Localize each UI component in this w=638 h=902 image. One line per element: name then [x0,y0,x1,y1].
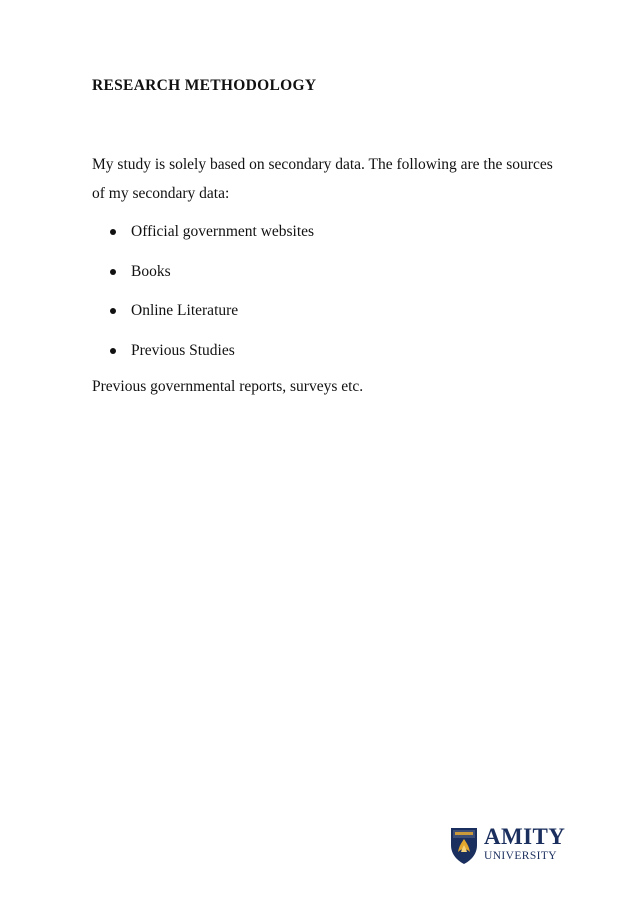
amity-university-logo [449,825,565,867]
section-heading: RESEARCH METHODOLOGY [92,77,317,94]
logo-subtitle: UNIVERSITY [484,850,557,862]
list-item [92,299,314,339]
amity-shield-icon [449,825,479,865]
list-item-label: Books [131,262,171,280]
list-item [92,220,314,260]
list-item-label: Official government websites [131,223,315,240]
list-item [92,339,314,379]
sources-list [92,220,314,378]
bullet-icon [110,348,116,354]
logo-wordmark: AMITY [484,824,566,849]
list-item [92,260,314,300]
list-item-label: Online Literature [131,302,239,319]
closing-paragraph: Previous governmental reports, surveys etc. [92,378,364,395]
bullet-icon [110,269,116,275]
bullet-icon [110,308,116,314]
intro-paragraph: My study is solely based on secondary data. The following are the sources of my secondary data: [92,156,553,202]
list-item-label: Previous Studies [131,341,235,359]
bullet-icon [110,229,116,235]
